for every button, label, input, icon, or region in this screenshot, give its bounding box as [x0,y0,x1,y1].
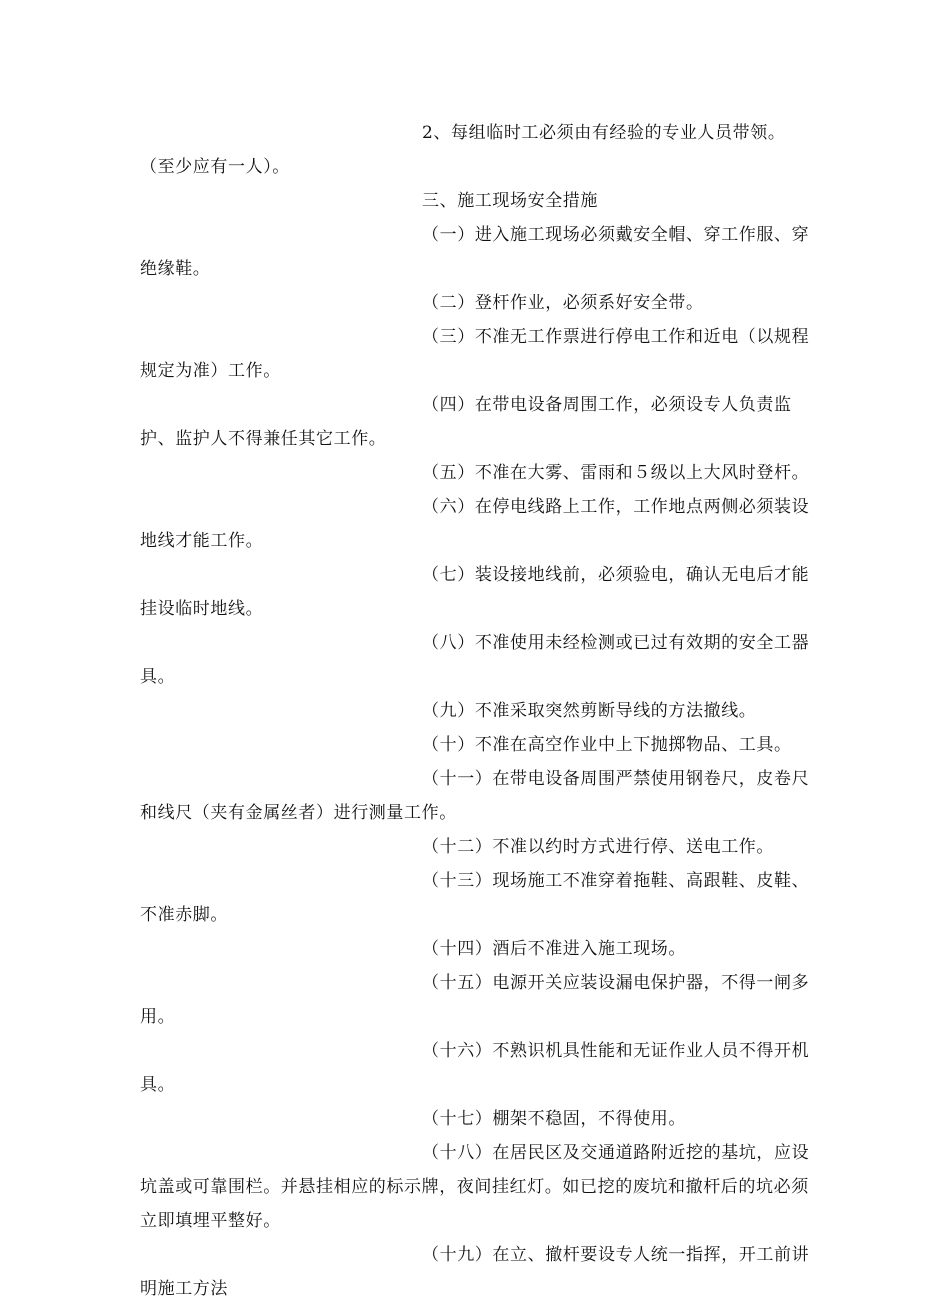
item-number: （十四） [422,939,493,959]
paragraph-item [140,728,812,762]
item-text: 不准无工作票进行停电工作和近电（以规程规定为准）工作。 [140,327,810,381]
item-text: 登杆作业，必须系好安全带。 [474,293,704,313]
item-text: 进入施工现场必须戴安全帽、穿工作服、穿绝缘鞋。 [140,225,810,279]
item-number: （十七） [422,1109,493,1129]
item-text: 现场施工不准穿着拖鞋、高跟鞋、皮鞋、不准赤脚。 [140,871,810,925]
paragraph-item [140,694,812,728]
item-number: （八） [422,633,475,653]
item-number: （三） [422,327,475,347]
item-number: （二） [422,293,475,313]
paragraph-item [140,932,812,966]
item-text: 装设接地线前，必须验电，确认无电后才能挂设临时地线。 [140,565,810,619]
item-text: 不准在高空作业中上下抛掷物品、工具。 [474,735,792,755]
paragraph-item [140,218,812,286]
paragraph-item [140,830,812,864]
paragraph-item [140,762,812,830]
paragraph-item [140,1238,812,1306]
item-number: 2、 [422,123,452,143]
item-text: 不准在大雾、雷雨和５级以上大风时登杆。 [474,463,810,483]
item-number: （六） [422,497,475,517]
item-text: 每组临时工必须由有经验的专业人员带领。（至少应有一人）。 [140,123,786,177]
item-number: （九） [422,701,475,721]
paragraph-item [140,490,812,558]
item-number: （十五） [422,973,493,993]
item-text: 不熟识机具性能和无证作业人员不得开机具。 [140,1041,810,1095]
paragraph-item [140,626,812,694]
item-number: 三、 [422,191,458,211]
paragraph-item [140,388,812,456]
paragraph-item [140,558,812,626]
item-text: 电源开关应装设漏电保护器，不得一闸多用。 [140,973,810,1027]
paragraph-item [140,1034,812,1102]
item-number: （十九） [422,1245,493,1265]
paragraph-item [140,286,812,320]
paragraph-item [140,116,812,184]
item-text: 酒后不准进入施工现场。 [492,939,687,959]
paragraph-item [140,864,812,932]
paragraph-item [140,320,812,388]
item-number: （十三） [422,871,493,891]
item-number: （五） [422,463,475,483]
item-text: 在带电设备周围工作，必须设专人负责监护、监护人不得兼任其它工作。 [140,395,792,449]
item-number: （十二） [422,837,493,857]
item-number: （十一） [422,769,493,789]
item-text: 在立、撤杆要设专人统一指挥，开工前讲明施工方法 [140,1245,810,1299]
paragraph-item [140,1136,812,1238]
item-text: 不准采取突然剪断导线的方法撤线。 [474,701,757,721]
paragraph-item [140,456,812,490]
item-number: （十八） [422,1143,493,1163]
item-text: 棚架不稳固，不得使用。 [492,1109,687,1129]
item-text: 在居民区及交通道路附近挖的基坑，应设坑盖或可靠围栏。并悬挂相应的标示牌，夜间挂红灯。如已挖的废坑和撤杆后的坑必须立即填埋平整好。 [140,1143,810,1231]
section-heading [140,184,812,218]
item-text: 不准以约时方式进行停、送电工作。 [492,837,775,857]
item-number: （一） [422,225,475,245]
paragraph-item [140,966,812,1034]
item-number: （四） [422,395,475,415]
item-text: 在带电设备周围严禁使用钢卷尺，皮卷尺和线尺（夹有金属丝者）进行测量工作。 [140,769,810,823]
item-text: 在停电线路上工作，工作地点两侧必须装设地线才能工作。 [140,497,810,551]
item-text: 不准使用未经检测或已过有效期的安全工器具。 [140,633,810,687]
document-body [140,116,812,1306]
item-text: 施工现场安全措施 [457,191,599,211]
item-number: （七） [422,565,475,585]
item-number: （十） [422,735,475,755]
paragraph-item [140,1102,812,1136]
item-number: （十六） [422,1041,493,1061]
